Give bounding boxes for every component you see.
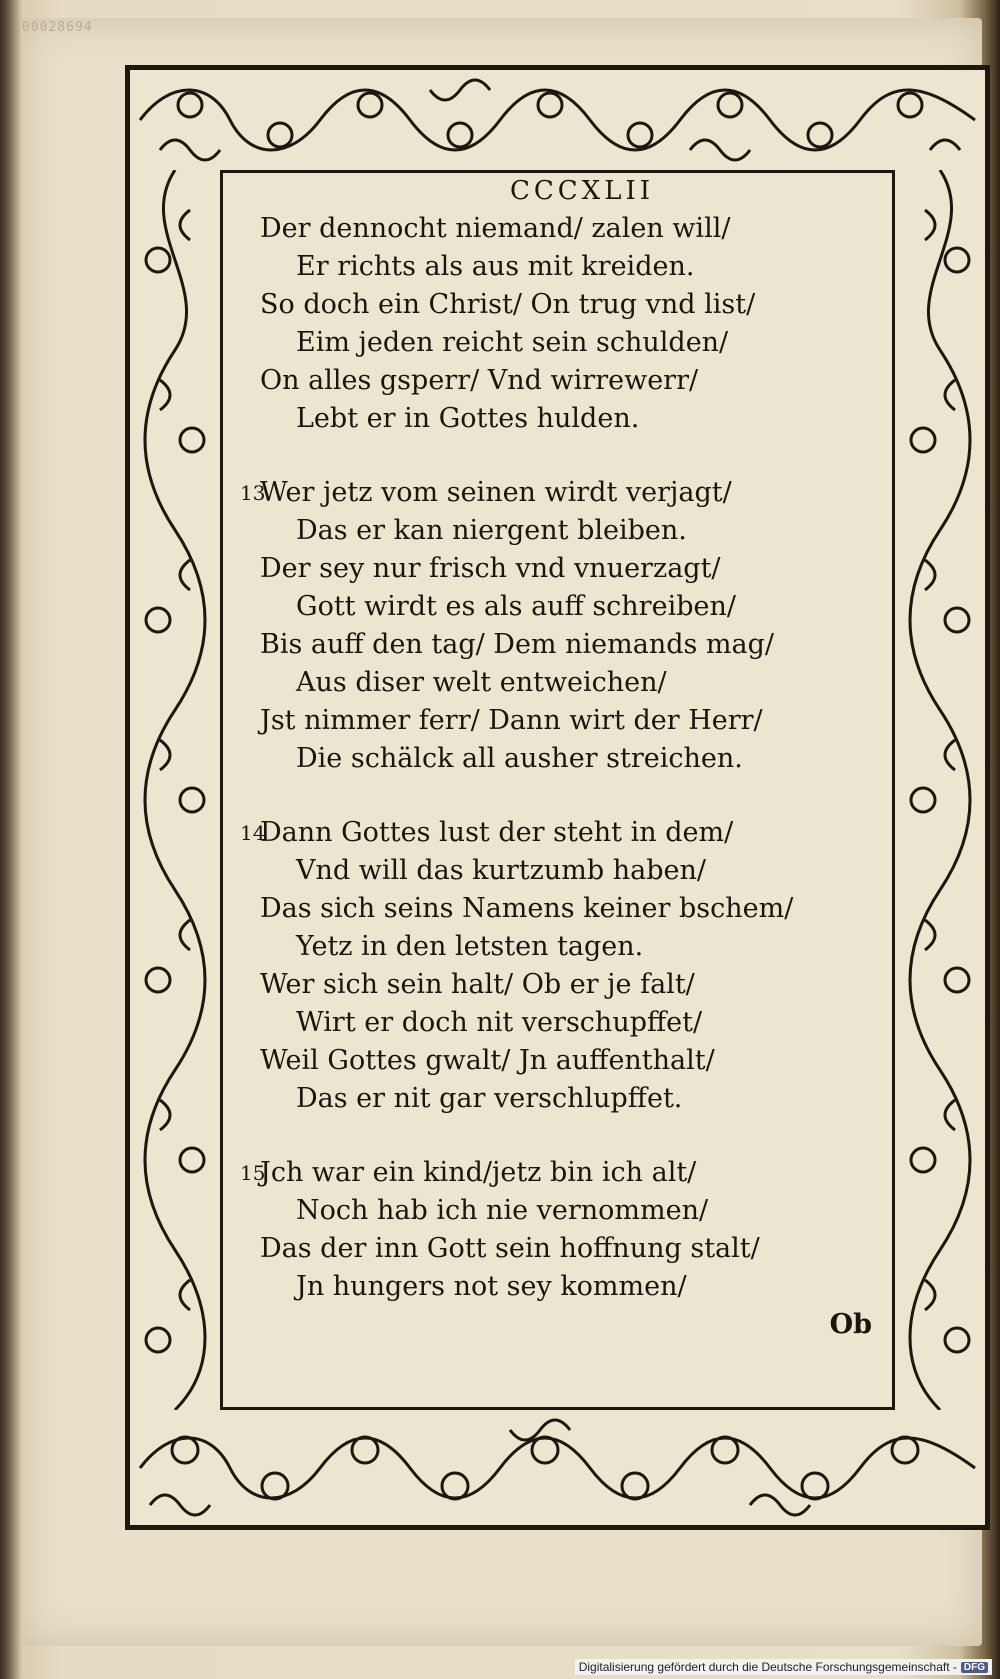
verse-line: Das er nit gar verschlupffet.	[296, 1083, 683, 1114]
verse-line: Wirt er doch nit verschupffet/	[296, 1007, 703, 1038]
verse-line: Das sich seins Namens keiner bschem/	[260, 893, 794, 924]
verse-line: Die schälck all ausher streichen.	[296, 743, 743, 774]
verse-line: Bis auff den tag/ Dem niemands mag/	[260, 629, 775, 660]
ornament-top-band	[130, 70, 985, 170]
verse-line: Eim jeden reicht sein schulden/	[296, 327, 729, 358]
verse-line: Er richts als aus mit kreiden.	[296, 251, 695, 282]
verse-line: Der dennocht niemand/ zalen will/	[260, 213, 731, 244]
digitization-credit	[575, 1659, 992, 1675]
verse-line: Weil Gottes gwalt/ Jn auffenthalt/	[260, 1045, 715, 1076]
verse-text: Dann Gottes lust der steht in dem/	[260, 817, 734, 848]
verse-line: Lebt er in Gottes hulden.	[296, 403, 640, 434]
verse-line: Yetz in den letsten tagen.	[296, 931, 644, 962]
verse-line: So doch ein Christ/ On trug vnd list/	[260, 289, 756, 320]
verse-line: Jn hungers not sey kommen/	[296, 1271, 687, 1302]
catchword-line	[232, 1306, 892, 1344]
folio-number: CCCXLII	[510, 176, 654, 206]
verse-line: Vnd will das kurtzumb haben/	[296, 855, 706, 886]
stanza-number: 14	[240, 821, 266, 845]
verse-line	[232, 1154, 892, 1192]
verse-line: Das er kan niergent bleiben.	[296, 515, 687, 546]
catchword: Ob	[829, 1309, 872, 1340]
verse-line: Aus diser welt entweichen/	[296, 667, 667, 698]
credit-text: Digitalisierung gefördert durch die Deutsche Forschungsgemeinschaft -	[578, 1660, 957, 1674]
stanza-number: 15	[240, 1161, 266, 1185]
scan-id: 00028694	[22, 20, 93, 35]
verse-line: On alles gsperr/ Vnd wirrewerr/	[260, 365, 699, 396]
stanza	[232, 210, 892, 438]
verse-line: Wer sich sein halt/ Ob er je falt/	[260, 969, 695, 1000]
verse-line: Der sey nur frisch vnd vnuerzagt/	[260, 553, 721, 584]
verse-line: Jst nimmer ferr/ Dann wirt der Herr/	[260, 705, 763, 736]
text-block	[232, 172, 892, 1344]
stanza	[232, 474, 892, 778]
ornament-bottom-band	[130, 1410, 985, 1525]
verse-line: Das der inn Gott sein hoffnung stalt/	[260, 1233, 760, 1264]
verse-line	[232, 814, 892, 852]
stanza	[232, 1154, 892, 1344]
stanza-number: 13	[240, 481, 266, 505]
ornament-left-band	[130, 170, 220, 1410]
verse-line: Noch hab ich nie vernommen/	[296, 1195, 709, 1226]
stanza	[232, 814, 892, 1118]
dfg-logo-icon: DFG	[961, 1662, 988, 1673]
ornament-right-band	[895, 170, 985, 1410]
verse-text: Wer jetz vom seinen wirdt verjagt/	[260, 477, 732, 508]
verse-line: Gott wirdt es als auff schreiben/	[296, 591, 736, 622]
verse-text: Jch war ein kind/jetz bin ich alt/	[260, 1157, 697, 1188]
verse-line	[232, 474, 892, 512]
